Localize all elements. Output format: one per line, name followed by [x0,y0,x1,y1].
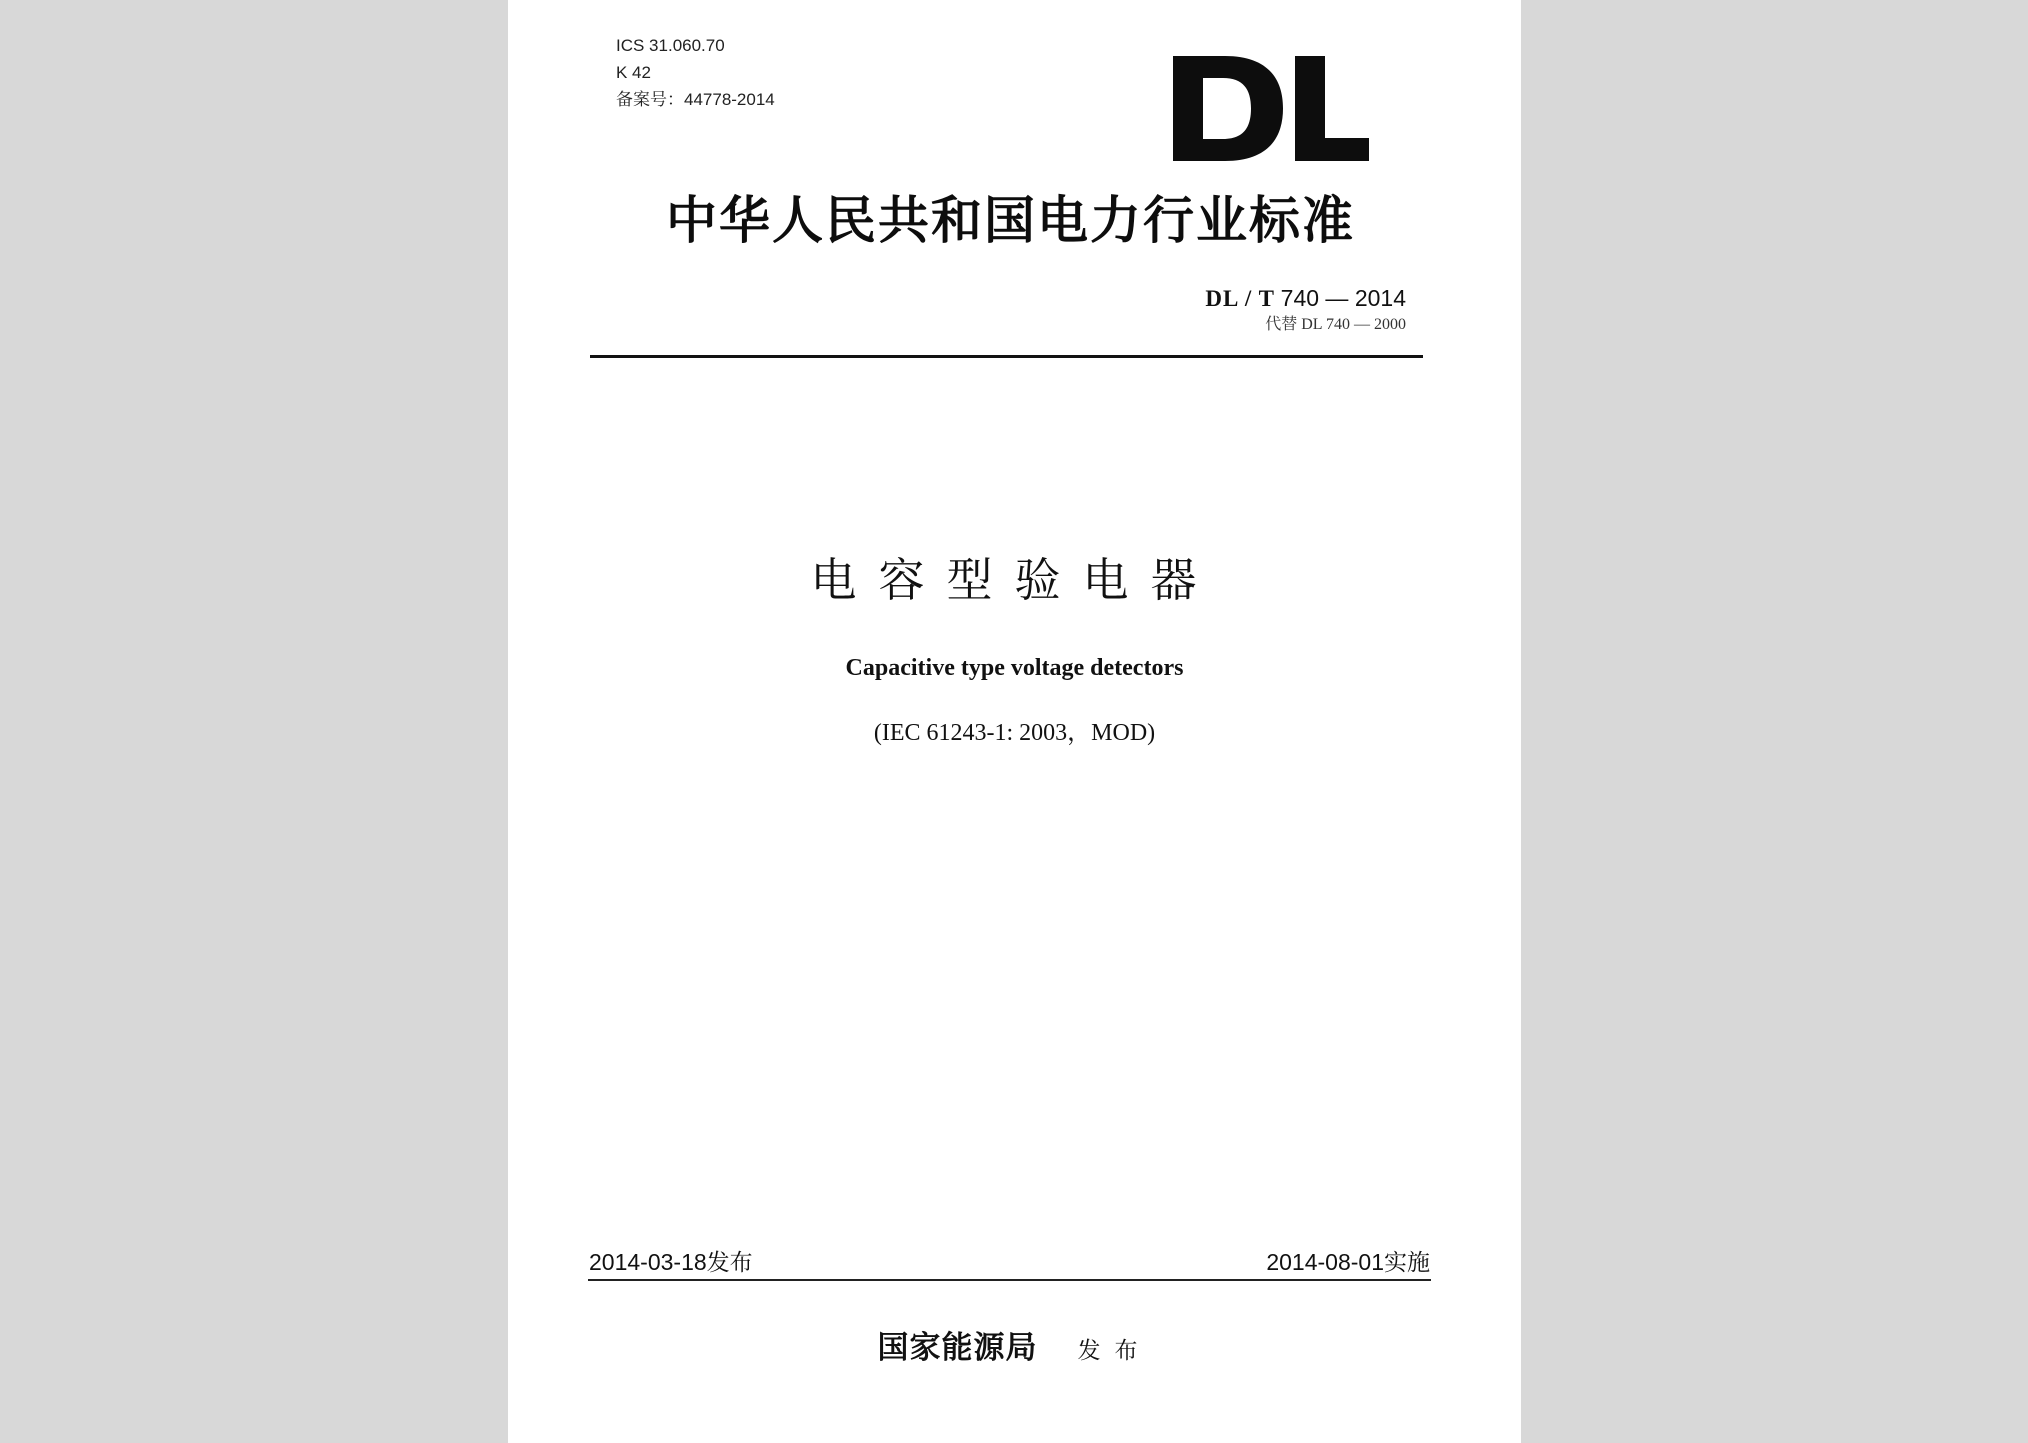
filing-number: 备案号：44778-2014 [616,90,775,109]
replaces-standard: 代替 DL 740 — 2000 [1265,316,1406,333]
document-reference: (IEC 61243-1: 2003，MOD) [873,720,1156,746]
publish-date: 2014-03-18发布 [589,1249,753,1275]
publisher-org: 国家能源局 [877,1330,1038,1366]
document-title-cn: 电容型验电器 [810,553,1219,607]
standard-code [1205,283,1406,314]
classification-block [616,32,775,113]
dl-logo-letter-d [1173,56,1283,161]
standard-code-block [1205,283,1406,336]
publisher-line [508,1328,1521,1371]
document-title-en: Capacitive type voltage detectors [845,655,1184,681]
top-divider [590,355,1423,358]
ics-code: ICS 31.060.70 [616,36,725,55]
standard-prefix: DL / T [1205,286,1275,311]
effective-date: 2014-08-01实施 [1266,1249,1430,1275]
document-cover-page [508,0,1521,1443]
dl-logo [1173,56,1369,161]
header-title: 中华人民共和国电力行业标准 [665,192,1355,251]
ccs-code: K 42 [616,63,651,82]
bottom-divider [588,1279,1431,1281]
standard-number: 740 — 2014 [1280,285,1406,311]
publisher-action: 发布 [1077,1338,1152,1364]
dl-logo-letter-l [1295,56,1369,161]
